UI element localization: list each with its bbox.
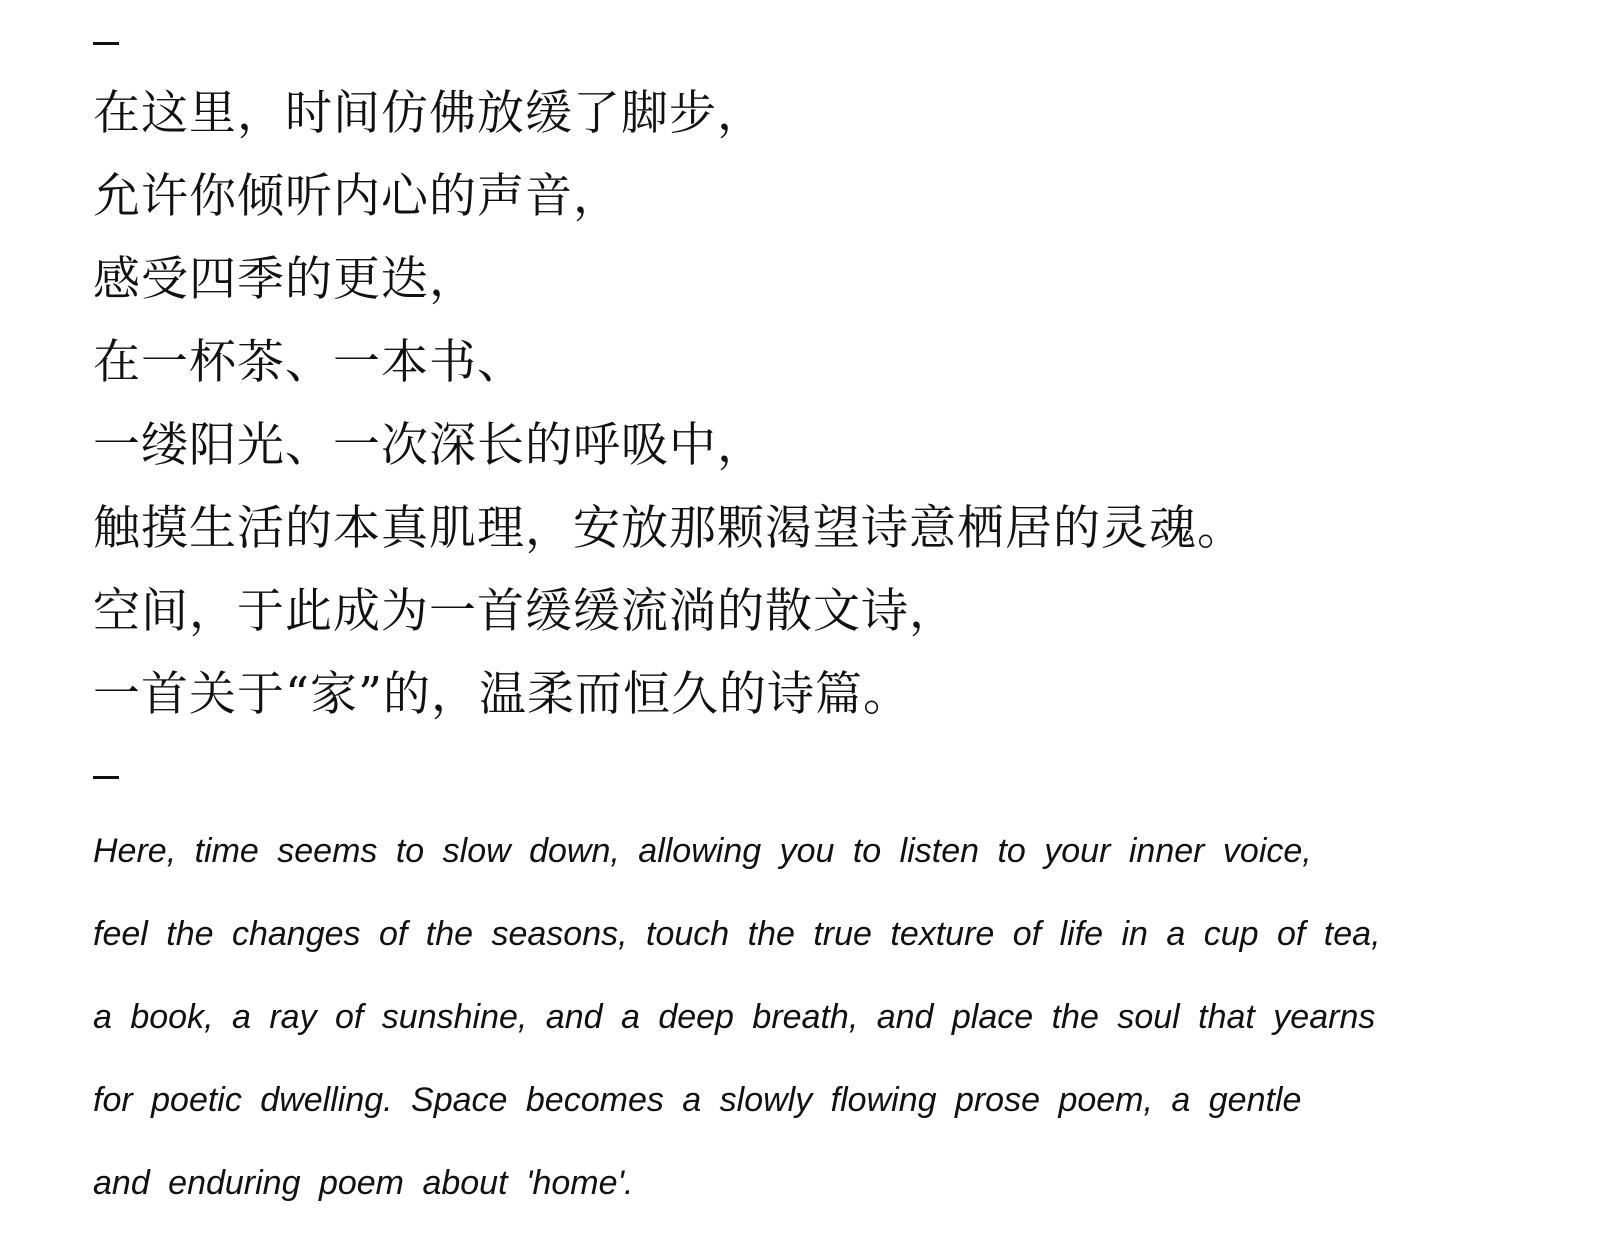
english-translation-line: feel the changes of the seasons, touch the true texture of life in a cup of tea,: [93, 915, 1381, 953]
english-translation-line: Here, time seems to slow down, allowing you to listen to your inner voice,: [93, 832, 1312, 870]
chinese-poem-line: 在一杯茶、一本书、: [93, 335, 525, 390]
chinese-poem-line: 触摸生活的本真肌理，安放那颗渴望诗意栖居的灵魂。: [93, 501, 1245, 556]
english-translation-line: and enduring poem about 'home'.: [93, 1164, 634, 1202]
english-translation-line: a book, a ray of sunshine, and a deep breath, and place the soul that yearns: [93, 998, 1376, 1036]
chinese-poem: [93, 72, 1245, 736]
chinese-poem-line: 一缕阳光、一次深长的呼吸中，: [93, 418, 765, 473]
chinese-poem-line: 一首关于“家”的，温柔而恒久的诗篇。: [93, 667, 912, 722]
chinese-poem-line: 感受四季的更迭，: [93, 252, 477, 307]
chinese-poem-line: 在这里，时间仿佛放缓了脚步，: [93, 86, 765, 141]
chinese-poem-line: 允许你倾听内心的声音，: [93, 169, 621, 224]
section-divider-middle: [93, 776, 119, 779]
english-translation-line: for poetic dwelling. Space becomes a slowly flowing prose poem, a gentle: [93, 1081, 1302, 1119]
chinese-poem-line: 空间，于此成为一首缓缓流淌的散文诗，: [93, 584, 957, 639]
english-translation: [93, 810, 1381, 1225]
section-divider-top: [93, 42, 119, 45]
